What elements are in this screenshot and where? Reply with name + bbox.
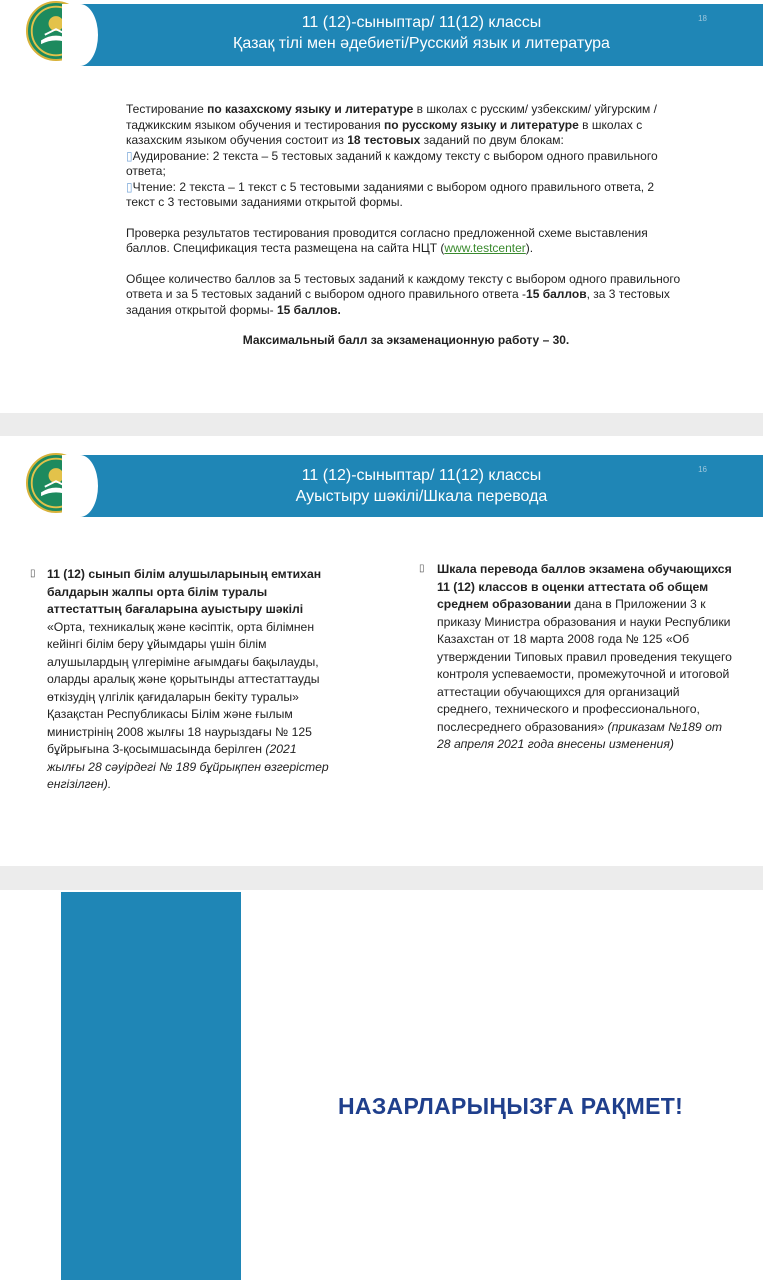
right-body: дана в Приложении 3 к приказу Министра образования и науки Республики Казахстан от 18 марта 2008 года № 125 «Об утверждении Типовых правил проведения текущего контроля успеваемости, промежуточной и итоговой аттестации обучающихся для организаций среднего, технического и профессионального, послесреднего образования»: [437, 597, 732, 734]
slide-title-line1: 11 (12)-сыныптар/ 11(12) классы: [301, 14, 542, 31]
bullet-marker: ▯: [30, 568, 36, 579]
bullet-text: Аудирование: 2 текста – 5 тестовых заданий к каждому тексту с выбором одного правильного ответа;: [126, 148, 658, 178]
bold-run: 15 баллов: [526, 287, 587, 301]
text-run: в школах с русским/ узбекским/ уйгурским / таджикским языком обучения и тестирования: [126, 102, 657, 132]
score-paragraph: [126, 272, 686, 319]
slide-2: [0, 436, 763, 866]
right-column: [437, 561, 732, 754]
slide-title-line2: Ауыстыру шәкілі/Шкала перевода: [295, 488, 548, 505]
text-run: , за 3 тестовых задания открытой формы-: [126, 287, 670, 317]
slide-title-line2: Қазақ тілі мен әдебиеті/Русский язык и литература: [233, 35, 610, 52]
text-run: заданий по двум блокам:: [420, 133, 564, 147]
bold-run: 15 баллов.: [276, 302, 341, 317]
intro-paragraph: [126, 102, 686, 149]
bold-run: по казахскому языку и литературе: [207, 102, 414, 116]
slide-number: 16: [698, 465, 707, 474]
slide-1: [0, 0, 763, 413]
title-banner: [80, 4, 763, 66]
text-run: в школах с казахским языком обучения состоит из: [126, 117, 643, 147]
bullet-marker: ▯: [126, 148, 133, 163]
max-score: Максимальный балл за экзаменационную работу – 30.: [242, 333, 570, 347]
bold-run: 18 тестовых: [347, 133, 421, 147]
slide-title: [80, 465, 763, 507]
testcenter-link[interactable]: www.testcenter: [444, 241, 526, 255]
bullet-marker: ▯: [126, 179, 133, 194]
left-body: «Орта, техникалық және кәсіптік, орта білімнен кейінгі білім беру ұйымдары үшін білім алушылардың үлгеріміне ағымдағы бақылауды, оларды аралық және қорытынды аттестаттауды өткізудің үлгілік қағидаларын бекіту туралы» Қазақстан Республикасы Білім және ғылым министрінің 2008 жылғы 18 наурыздағы № 125 бұйрығына 3-қосымшасында берілген: [47, 619, 320, 756]
slide-3: [0, 890, 763, 1280]
left-note: (2021 жылғы 28 сәуірдегі № 189 бұйрықпен өзгерістер енгізілген).: [47, 742, 329, 791]
text-run: Проверка результатов тестирования проводится согласно предложенной схеме выставления баллов. Спецификация теста размещена на сайта НЦТ (: [126, 225, 648, 255]
slide-title-line1: 11 (12)-сыныптар/ 11(12) классы: [301, 467, 542, 484]
slide-title: [80, 12, 763, 54]
title-banner: [80, 455, 763, 517]
slide-number: 18: [698, 14, 707, 23]
left-column: [47, 566, 337, 794]
thanks-title: НАЗАРЛАРЫҢЫЗҒА РАҚМЕТ!: [338, 1093, 684, 1119]
slide-1-body: [126, 102, 686, 349]
accent-bar: [61, 892, 241, 1280]
right-heading: Шкала перевода баллов экзамена обучающихся 11 (12) классов в оценки аттестата об общем среднем образовании: [437, 562, 732, 611]
text-run: ).: [525, 241, 534, 255]
right-note: (приказам №189 от 28 апреля 2021 года внесены изменения): [437, 719, 723, 751]
bullet-marker: ▯: [419, 563, 425, 574]
text-run: Общее количество баллов за 5 тестовых заданий к каждому тексту с выбором одного правильного ответа и за 5 тестовых заданий с выбором одного правильного ответа -: [126, 271, 681, 301]
bold-run: по русскому языку и литературе: [384, 117, 579, 132]
left-heading: 11 (12) сынып білім алушыларының емтихан балдарын жалпы орта білім туралы аттестаттың бағаларына ауыстыру шәкілі: [47, 567, 322, 616]
bullet-reading: [126, 180, 686, 211]
text-run: Тестирование: [126, 102, 208, 116]
check-paragraph: [126, 226, 686, 257]
bullet-text: Чтение: 2 текста – 1 текст с 5 тестовыми заданиями с выбором одного правильного ответа, 2 текст с 3 тестовыми заданиями открытой формы.: [126, 179, 655, 209]
bullet-listening: [126, 149, 686, 180]
